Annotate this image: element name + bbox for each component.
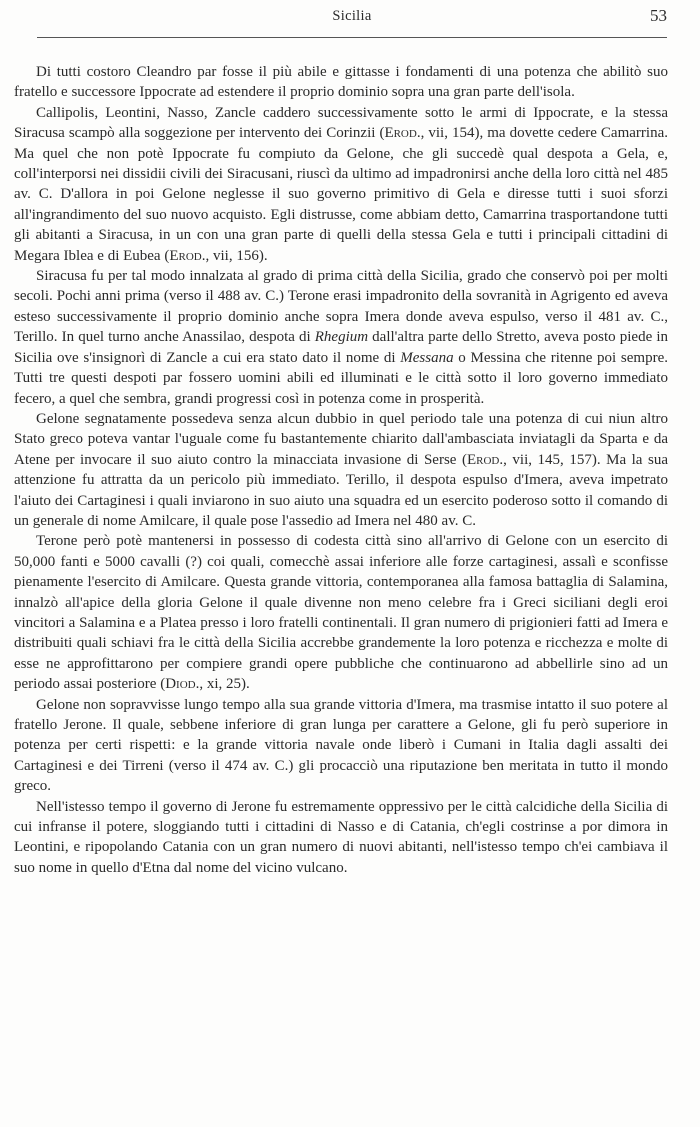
source-citation: Erod. xyxy=(384,125,421,142)
italic-term: Rhegium xyxy=(314,329,369,346)
text-run: dall'altra parte dello Stretto, aveva posto piede in Sicilia ove s'insignorì di Zancle a cui era stato dato il nome di xyxy=(14,329,668,366)
text-run: o Messina che ritenne poi sempre. Tutti tre questi despoti par fossero uomini abili ed illuminati e le città sotto il loro governo immediato fecero, a quel che sembra, grandi progressi così in potenza come in prosperità. xyxy=(14,349,668,407)
paragraph xyxy=(14,103,668,266)
source-citation: Diod. xyxy=(165,676,200,693)
text-run: , vii, 154), ma dovette cedere Camarrina. Ma quel che non potè Ippocrate fu compiuto da Gelone, che gli succedè qual despota a Gela, e, coll'interporsi nei dissidii civili dei Siracusani, riuscì da ultimo ad impadronirsi anche della loro città nel 485 av. C. D'allora in poi Gelone neglesse il suo governo primitivo di Gela e diresse tutti i suoi sforzi all'ingrandimento del suo nuovo acquisto. Egli distrusse, come abbiam detto, Camarrina trasportandone tutti gli abitanti a Siracusa, in un con una gran parte di quelli della stessa Gela e tutti i principali cittadini di Megara Iblea e di Eubea ( xyxy=(14,125,668,264)
paragraph xyxy=(14,797,668,879)
running-title: Sicilia xyxy=(332,8,372,24)
paragraph xyxy=(14,266,668,409)
text-run: Terone però potè mantenersi in possesso di codesta città sino all'arrivo di Gelone con un esercito di 50,000 fanti e 5000 cavalli (?) coi quali, comecchè assai inferiore alle forze cartaginesi, assalì e sconfisse pienamente l'esercito di Amilcare. Questa grande vittoria, contemporanea alla famosa battaglia di Salamina, innalzò all'apice della gloria Gelone il quale divenne non meno celebre fra i Greci siciliani degli eroi vincitori a Salamina e a Platea presso i loro fratelli continentali. Il gran numero di prigionieri fatti ad Imera e distribuiti quali schiavi fra le città della Sicilia accrebbe grandemente la loro potenza e ricchezza e molte di esse ne approfittarono per compiere grandi opere pubbliche che continuarono ad abbellirle sino ad un periodo assai posteriore ( xyxy=(14,533,668,693)
text-run: , vii, 156). xyxy=(205,247,268,264)
source-citation: Erod. xyxy=(169,247,206,264)
paragraph xyxy=(14,695,668,797)
text-run: Callipolis, Leontini, Nasso, Zancle caddero successivamente sotto le armi di Ippocrate, e la stessa Siracusa scampò alla soggezione per intervento dei Corinzii ( xyxy=(14,104,668,142)
page-number: 53 xyxy=(650,6,667,25)
header-rule xyxy=(37,37,667,38)
text-run: Nell'istesso tempo il governo di Jerone fu estremamente oppressivo per le città calcidiche della Sicilia di cui infranse il potere, sloggiando tutti i cittadini di Nasso e di Catania, ch'egli costrinse a por dimora in Leontini, e ripopolando Catania con un gran numero di nuovi abitanti, nell'istesso tempo ch'ei cambiava il suo nome in quello d'Etna dal nome del vicino vulcano. xyxy=(14,798,668,876)
body-text xyxy=(14,62,668,878)
text-run: , vii, 145, 157). Ma la sua attenzione fu attratta da un pericolo più immediato. Terillo, il despota espulso d'Imera, aveva impetrato l'aiuto dei Cartaginesi i quali inviarono in suo aiuto una squadra ed un esercito poderoso sotto il comando di un generale di nome Amilcare, il quale pose l'assedio ad Imera nel 480 av. C. xyxy=(14,451,668,529)
text-run: Gelone non sopravvisse lungo tempo alla sua grande vittoria d'Imera, ma trasmise intatto il suo potere al fratello Jerone. Il quale, sebbene inferiore di gran lunga per carattere a Gelone, gli fu però superiore in potenza per certi rispetti: e la grande vittoria navale onde liberò i Cumani in Italia dagli assalti dei Cartaginesi e dei Tirreni (verso il 474 av. C.) gli procacciò una riputazione ben meritata in tutto il mondo greco. xyxy=(14,696,668,795)
paragraph xyxy=(14,409,668,531)
running-header xyxy=(37,6,667,34)
italic-term: Messana xyxy=(400,349,454,366)
source-citation: Erod. xyxy=(466,451,504,468)
text-run: Gelone segnatamente possedeva senza alcun dubbio in quel periodo tale una potenza di cui niun altro Stato greco poteva vantar l'uguale come fu bastantemente chiarito dall'ambasciata inviatagli da Sparta e da Atene per invocare il suo aiuto contro la minacciata invasione di Serse ( xyxy=(14,410,668,468)
text-run: , xi, 25). xyxy=(199,676,250,693)
text-run: Siracusa fu per tal modo innalzata al grado di prima città della Sicilia, grado che conservò poi per molti secoli. Pochi anni prima (verso il 488 av. C.) Terone erasi impadronito della sovranità in Agrigento ed aveva esteso successivamente il proprio dominio anche sopra Imera donde aveva espulso, verso il 481 av. C., Terillo. In quel turno anche Anassilao, despota di xyxy=(14,268,668,346)
paragraph xyxy=(14,531,668,694)
text-run: Di tutti costoro Cleandro par fosse il più abile e gittasse i fondamenti di una potenza che abilitò suo fratello e successore Ippocrate ad estendere il proprio dominio sopra una gran parte dell'isola. xyxy=(14,64,668,101)
paragraph xyxy=(14,62,668,103)
